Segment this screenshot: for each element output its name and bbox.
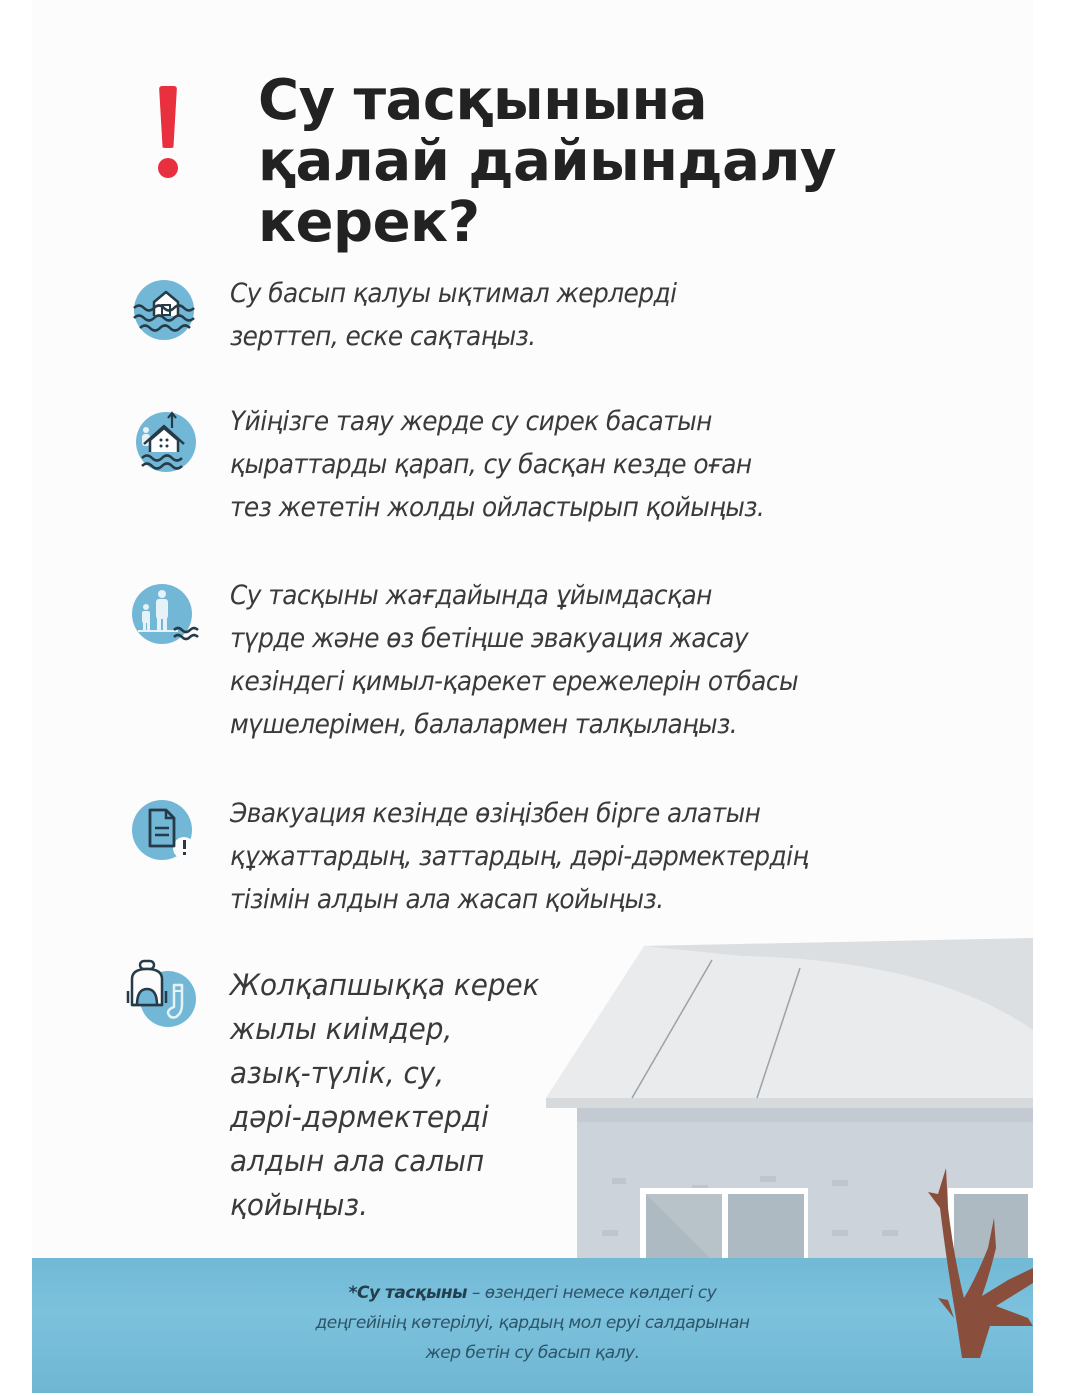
tip-text-2: Үйіңізге таяу жерде су сирек басатын қыраттарды қарап, су басқан кезде оған тез жететін жолды ойластырып қойыңыз. bbox=[230, 406, 765, 523]
alert-exclamation-icon bbox=[152, 86, 184, 186]
tip-text-1: Су басып қалуы ықтимал жерлерді зерттеп, еске сақтаңыз. bbox=[230, 278, 677, 352]
footnote-line-2: деңгейінің көтерілуі, қардың мол еруі салдарынан bbox=[315, 1313, 750, 1333]
title-line-2: қалай дайындалу bbox=[258, 129, 836, 194]
flood-preparedness-poster bbox=[32, 0, 1033, 1393]
flooded-house-icon bbox=[128, 274, 200, 346]
footnote-line-3: жер бетін су басып қалу. bbox=[425, 1343, 640, 1363]
flood-definition-footnote bbox=[32, 1278, 1033, 1368]
house-evacuation-arrow-icon bbox=[128, 408, 200, 480]
tip-text-4: Эвакуация кезінде өзіңізбен бірге алатын құжаттардың, заттардың, дәрі-дәрмектердің тізімін алдын ала жасап қойыңыз. bbox=[230, 798, 809, 915]
title-line-3: керек? bbox=[258, 190, 480, 255]
title-line-1: Су тасқынына bbox=[258, 68, 707, 133]
footnote-term: *Су тасқыны bbox=[348, 1283, 467, 1303]
document-alert-icon bbox=[128, 796, 200, 868]
poster-title bbox=[258, 70, 836, 253]
backpack-sock-icon bbox=[120, 955, 200, 1035]
tip-text-5: Жолқапшыққа керек жылы киімдер, азық-түлік, су, дәрі-дәрмектерді алдын ала салып қойыңыз. bbox=[230, 968, 540, 1222]
footnote-line-1: *Су тасқыны – өзендегі немесе көлдегі су bbox=[348, 1283, 717, 1303]
family-evacuation-icon bbox=[128, 580, 200, 652]
tip-text-3: Су тасқыны жағдайында ұйымдасқан түрде және өз бетіңше эвакуация жасау кезіндегі қимыл-қарекет ережелерін отбасы мүшелерімен, балалармен талқылаңыз. bbox=[230, 580, 799, 740]
